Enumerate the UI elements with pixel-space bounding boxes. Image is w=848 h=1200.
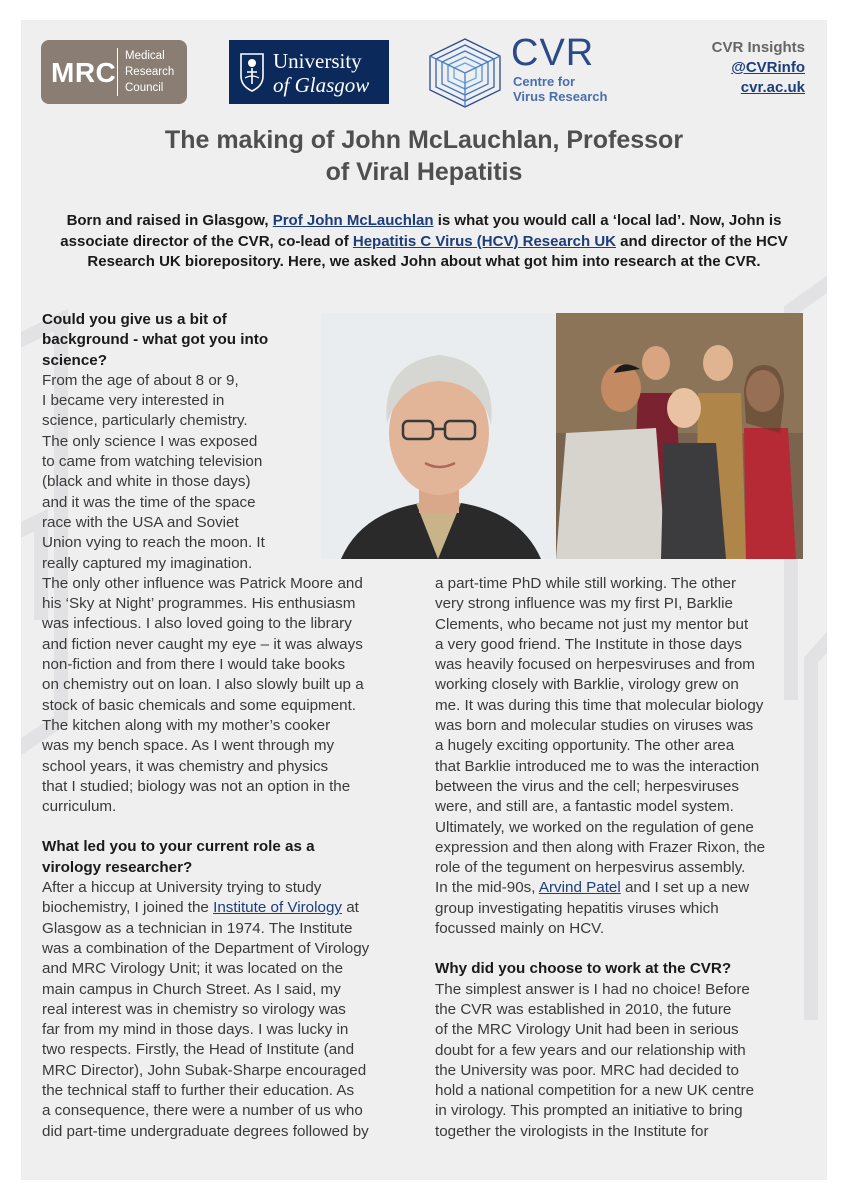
newsletter-page bbox=[21, 20, 827, 1180]
paragraph-gap bbox=[42, 817, 369, 837]
answer-1-line: on chemistry out on loan. I also slowly built up a bbox=[42, 676, 364, 694]
answer-3-line: together the virologists in the Institute for bbox=[435, 1122, 709, 1140]
answer-2-cont-line: Clements, who became not just my mentor but bbox=[435, 615, 749, 633]
question-1-line-1: Could you give us a bit of bbox=[42, 311, 227, 328]
answer-2-cont-line: me. It was during this time that molecular biology bbox=[435, 696, 764, 714]
answer-2-cont-line: was born and molecular studies on viruses was bbox=[435, 717, 754, 735]
cvr-abbr: CVR bbox=[511, 32, 595, 74]
answer-2-cont-line: a hugely exciting opportunity. The other area bbox=[435, 737, 735, 755]
intro-paragraph bbox=[39, 211, 809, 273]
answer-2-line-with-link bbox=[42, 898, 369, 918]
left-column bbox=[42, 310, 369, 1142]
uog-line2: of Glasgow bbox=[273, 73, 370, 97]
insights-title: CVR Insights bbox=[711, 39, 805, 56]
answer-2-line: Glasgow as a technician in 1974. The Institute bbox=[42, 919, 353, 937]
page-title bbox=[21, 124, 827, 188]
answer-1-line: stock of basic chemicals and some equipment. bbox=[42, 696, 357, 714]
answer-1-line: science, particularly chemistry. bbox=[42, 412, 248, 430]
intro-text-2: is what you would call a ‘local lad’. Now, John is associate director of the CVR, co-lead of bbox=[60, 212, 782, 250]
answer-2-line: the technical staff to further their education. As bbox=[42, 1081, 355, 1099]
cvr-line1: Centre for bbox=[513, 74, 576, 89]
answer-2-cont-line: role of the tegument on herpesvirus assembly. bbox=[435, 859, 746, 877]
john-mclauchlan-link[interactable]: Prof John McLauchlan bbox=[272, 212, 434, 229]
mrc-abbr: MRC bbox=[51, 57, 117, 88]
answer-2-cont-line: a part-time PhD while still working. The other bbox=[435, 575, 737, 592]
website-link[interactable]: cvr.ac.uk bbox=[740, 79, 805, 96]
arvind-patel-link[interactable]: Arvind Patel bbox=[538, 879, 621, 897]
answer-3-line: hold a national competition for a new UK centre bbox=[435, 1082, 755, 1100]
cvr-full-name bbox=[513, 74, 607, 104]
answer-1-line: Union vying to reach the moon. It bbox=[42, 534, 265, 552]
mrc-name bbox=[125, 48, 174, 96]
question-1-line-2: background - what got you into bbox=[42, 331, 269, 349]
answer-3-line: in virology. This prompted an initiative to bring bbox=[435, 1102, 743, 1120]
answer-2-cont-line: between the virus and the cell; herpesviruses bbox=[435, 777, 739, 795]
answer-1-line: The only science I was exposed bbox=[42, 432, 258, 450]
answer-2-cont-line: that Barklie introduced me to was the interaction bbox=[435, 757, 760, 775]
answer-1-line: his ‘Sky at Night’ programmes. His enthusiasm bbox=[42, 595, 356, 613]
answer-2-cont-line: very strong influence was my first PI, Barklie bbox=[435, 595, 733, 613]
mrc-line2: Research bbox=[125, 66, 175, 78]
twitter-link[interactable]: @CVRinfo bbox=[731, 59, 805, 76]
uog-line1: University bbox=[273, 49, 362, 73]
answer-1-line: that I studied; biology was not an option in the bbox=[42, 777, 351, 795]
answer-3-line: doubt for a few years and our relationship with bbox=[435, 1041, 746, 1059]
group-photo bbox=[556, 313, 803, 559]
question-2-line-2: virology researcher? bbox=[42, 858, 193, 876]
answer-1-line: was infectious. I also loved going to the library bbox=[42, 615, 352, 633]
answer-1-line: non-fiction and from there I would take books bbox=[42, 656, 346, 674]
question-3: Why did you choose to work at the CVR? bbox=[435, 960, 732, 978]
answer-3-line: of the MRC Virology Unit had been in serious bbox=[435, 1021, 739, 1039]
answer-2-cont-line: were, and still are, a fantastic model system. bbox=[435, 798, 734, 816]
crest-icon bbox=[239, 50, 265, 92]
answer-2-text: biochemistry, I joined the bbox=[42, 899, 214, 917]
answer-1-line: (black and white in those days) bbox=[42, 473, 251, 491]
mid90s-line-with-link bbox=[435, 878, 765, 898]
answer-2-cont-line: Ultimately, we worked on the regulation of gene bbox=[435, 818, 754, 836]
answer-2-line: two respects. Firstly, the Head of Institute (and bbox=[42, 1041, 355, 1059]
mid90s-text: and I set up a new bbox=[620, 879, 750, 897]
cvr-hexagon-icon bbox=[425, 36, 505, 110]
answer-2-line: a consequence, there were a number of us who bbox=[42, 1102, 363, 1120]
mrc-separator bbox=[117, 48, 118, 96]
mrc-line1: Medical bbox=[125, 50, 165, 62]
answer-2-line: and MRC Virology Unit; it was located on the bbox=[42, 960, 344, 978]
answer-3-line: the CVR was established in 2010, the future bbox=[435, 1000, 732, 1018]
answer-2-line: main campus in Church Street. As I said, my bbox=[42, 980, 341, 998]
answer-3-line: The simplest answer is I had no choice! Before bbox=[435, 980, 750, 998]
answer-2-cont-line: working closely with Barklie, virology grew on bbox=[435, 676, 739, 694]
answer-1-line: The only other influence was Patrick Moore and bbox=[42, 574, 363, 592]
answer-1-line: curriculum. bbox=[42, 798, 117, 816]
answer-1-line: and fiction never caught my eye – it was always bbox=[42, 635, 363, 653]
answer-1-line: school years, it was chemistry and physics bbox=[42, 757, 329, 775]
intro-text-3: and director of the HCV Research UK biorepository. Here, we asked John about what got him into research at the CVR. bbox=[87, 232, 788, 270]
answer-2-line: did part-time undergraduate degrees followed by bbox=[42, 1122, 369, 1140]
question-1-line-3: science? bbox=[42, 351, 108, 369]
mrc-logo bbox=[41, 40, 187, 104]
answer-1-line: was my bench space. As I went through my bbox=[42, 737, 335, 755]
answer-1-line: and it was the time of the space bbox=[42, 493, 256, 511]
answer-2-cont-line: was heavily focused on herpesviruses and from bbox=[435, 656, 755, 674]
answer-2-line: MRC Director), John Subak-Sharpe encouraged bbox=[42, 1061, 367, 1079]
answer-2-line: After a hiccup at University trying to study bbox=[42, 879, 322, 897]
cvr-insights-block bbox=[712, 38, 805, 98]
answer-2-text: at bbox=[341, 899, 359, 917]
answer-1-line: From the age of about 8 or 9, bbox=[42, 371, 239, 389]
title-line2: of Viral Hepatitis bbox=[325, 158, 523, 186]
mid90s-line: focussed mainly on HCV. bbox=[435, 920, 605, 938]
answer-1-line: race with the USA and Soviet bbox=[42, 513, 239, 531]
answer-2-line: far from my mind in those days. I was lucky in bbox=[42, 1021, 349, 1039]
university-of-glasgow-logo bbox=[229, 40, 389, 104]
hcv-research-uk-link[interactable]: Hepatitis C Virus (HCV) Research UK bbox=[352, 232, 617, 250]
answer-3-line: the University was poor. MRC had decided to bbox=[435, 1061, 739, 1079]
answer-1-line: The kitchen along with my mother’s cooker bbox=[42, 716, 331, 734]
institute-of-virology-link[interactable]: Institute of Virology bbox=[213, 899, 342, 917]
right-column bbox=[435, 574, 765, 1142]
title-line1: The making of John McLauchlan, Professor bbox=[164, 126, 684, 154]
question-2-line-1: What led you to your current role as a bbox=[42, 838, 315, 856]
answer-1-line: really captured my imagination. bbox=[42, 554, 253, 572]
paragraph-gap bbox=[435, 939, 765, 959]
intro-text-1: Born and raised in Glasgow, bbox=[66, 212, 273, 229]
answer-2-line: was a combination of the Department of Virology bbox=[42, 939, 370, 957]
answer-1-line: I became very interested in bbox=[42, 392, 225, 410]
mrc-line3: Council bbox=[125, 82, 164, 94]
mid90s-line: group investigating hepatitis viruses which bbox=[435, 899, 719, 917]
answer-1-line: to came from watching television bbox=[42, 453, 263, 471]
cvr-line2: Virus Research bbox=[513, 89, 608, 104]
group-illustration bbox=[556, 313, 803, 559]
mid90s-text: In the mid-90s, bbox=[435, 879, 539, 897]
answer-2-line: real interest was in chemistry so virology was bbox=[42, 1000, 346, 1018]
answer-2-cont-line: a very good friend. The Institute in those days bbox=[435, 635, 743, 653]
answer-2-cont-line: expression and then along with Frazer Rixon, the bbox=[435, 838, 766, 856]
